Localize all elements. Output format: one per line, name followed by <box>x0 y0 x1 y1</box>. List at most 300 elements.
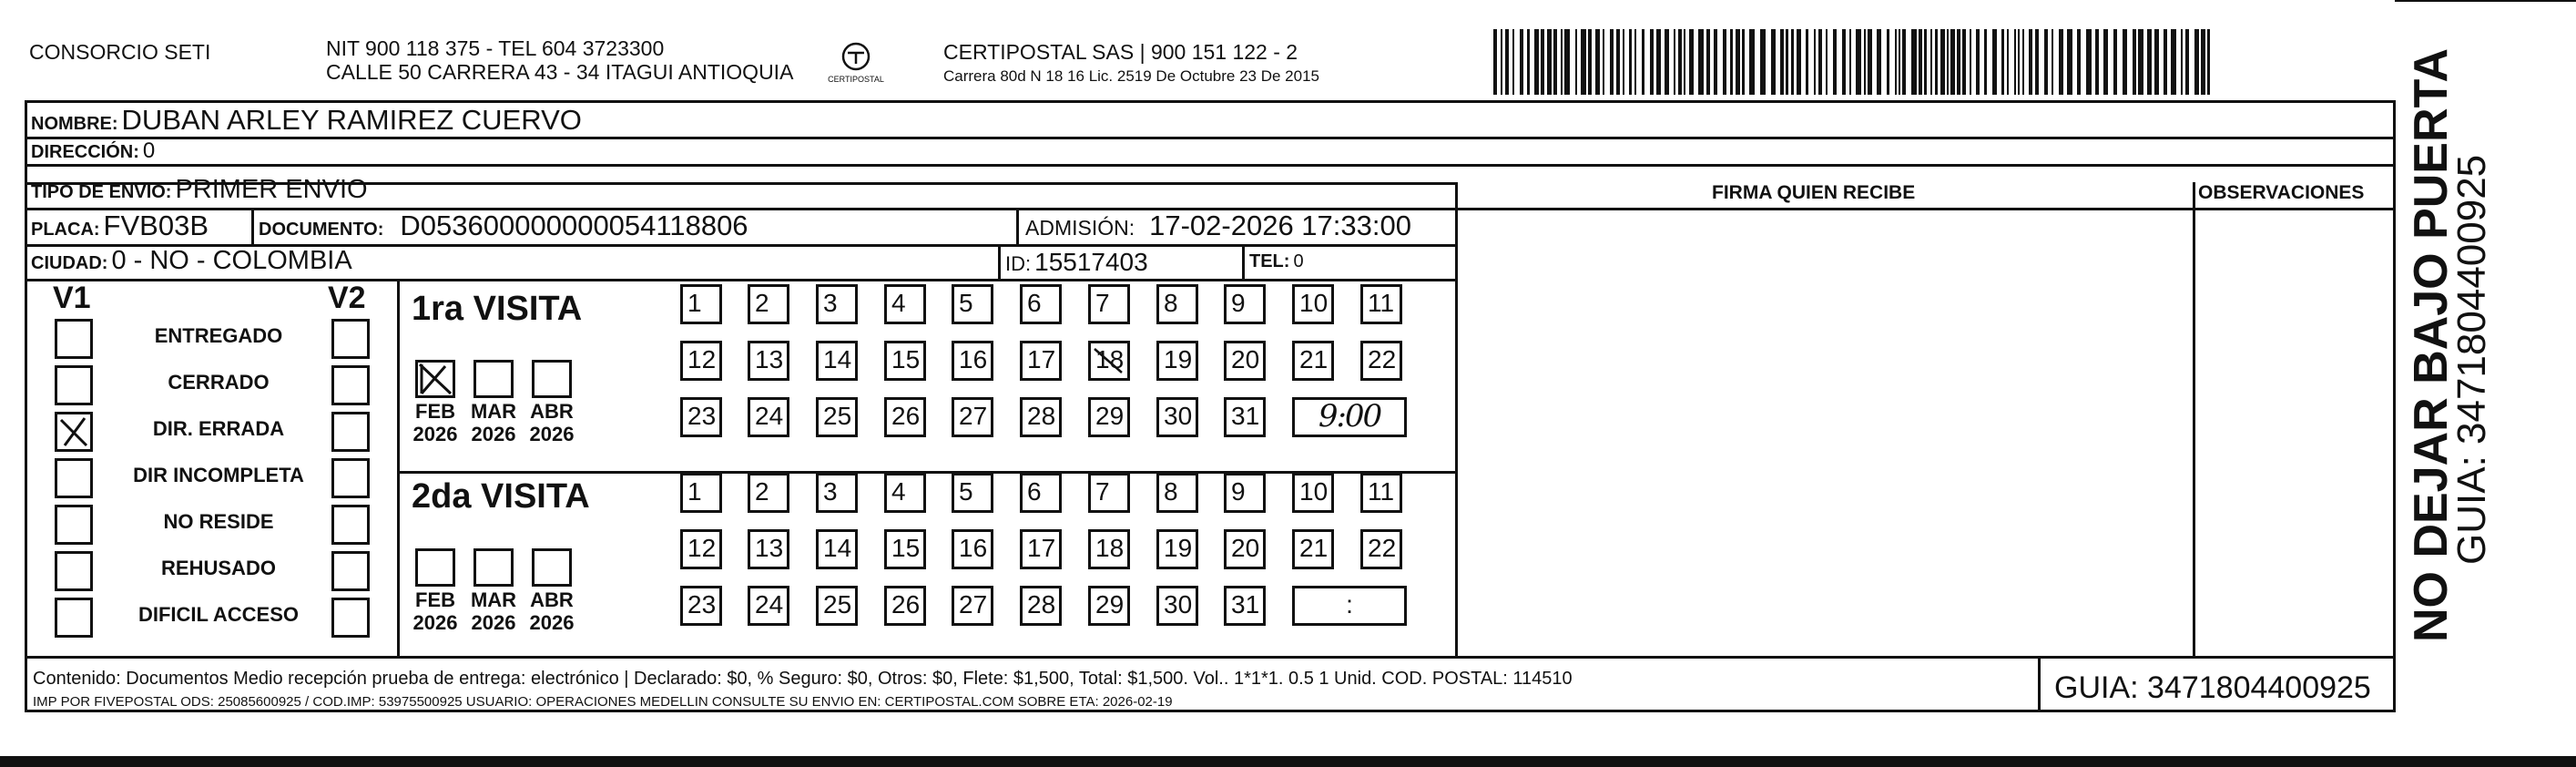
day-box[interactable] <box>816 341 858 381</box>
day-number: 28 <box>1027 590 1056 619</box>
col-line <box>1455 182 1458 656</box>
barcode-bar <box>1665 29 1669 95</box>
barcode-bar <box>2133 29 2136 95</box>
barcode-bar <box>2086 29 2092 95</box>
day-number: 7 <box>1095 477 1110 506</box>
day-box[interactable] <box>1292 473 1334 513</box>
barcode-bar <box>1603 29 1604 95</box>
day-number: 19 <box>1164 534 1193 562</box>
day-number: 5 <box>959 477 973 506</box>
barcode-bar <box>1547 29 1552 95</box>
barcode-bar <box>1616 29 1620 95</box>
barcode-bar <box>1674 29 1675 95</box>
time-value: 9:00 <box>1318 398 1381 435</box>
footer-contenido: Contenido: Documentos Medio recepción prueba de entrega: electrónico | Declarado: $0, % Seguro: $0, Otros: $0, Flete: $1,500, Total: $1,500. Vol.. 1*1*1. 0.5 1 Unid. COD. POSTAL: 114510 <box>33 669 1573 689</box>
option-label: ENTREGADO <box>154 324 283 347</box>
side-warning: NO DEJAR BAJO PUERTA <box>2405 47 2458 642</box>
footer-guia: GUIA: 3471804400925 <box>2054 670 2371 705</box>
day-box[interactable] <box>1020 284 1062 324</box>
barcode-bar <box>2194 29 2199 95</box>
id-value: 15517403 <box>1034 248 1148 276</box>
tipo-label: TIPO DE ENVIO: <box>31 182 172 202</box>
barcode-bar <box>1541 29 1544 95</box>
certipostal-logo <box>824 38 888 93</box>
day-box[interactable] <box>816 284 858 324</box>
v2-checkbox[interactable] <box>331 505 370 545</box>
day-number: 11 <box>1368 477 1395 506</box>
barcode-bar <box>2059 29 2063 95</box>
day-number: 15 <box>891 534 921 562</box>
day-box[interactable] <box>680 284 722 324</box>
day-number: 16 <box>959 534 988 562</box>
footer-imp: IMP POR FIVEPOSTAL ODS: 25085600925 / COD.IMP: 53975500925 USUARIO: OPERACIONES MEDELLIN CONSULTE SU ENVIO EN: CERTIPOSTAL.COM SOBRE ETA: 2026-02-19 <box>33 694 1173 710</box>
barcode-bar <box>1771 29 1776 95</box>
day-number: 6 <box>1027 477 1042 506</box>
barcode-bar <box>1678 29 1682 95</box>
day-box[interactable] <box>1156 284 1198 324</box>
v2-checkbox[interactable] <box>331 365 370 405</box>
barcode-bar <box>1650 29 1654 95</box>
barcode-bar <box>1962 29 1966 95</box>
day-box[interactable] <box>952 341 993 381</box>
day-box[interactable] <box>1224 473 1266 513</box>
day-box[interactable] <box>1360 529 1402 569</box>
day-number: 9 <box>1231 477 1246 506</box>
day-box[interactable] <box>1156 473 1198 513</box>
day-number: 29 <box>1095 402 1125 430</box>
v2-checkbox[interactable] <box>331 551 370 591</box>
month-label: MAR 2026 <box>470 588 517 634</box>
day-number: 23 <box>687 590 717 619</box>
day-number: 1 <box>687 289 702 317</box>
day-box[interactable] <box>1020 473 1062 513</box>
barcode-bar <box>1924 29 1927 95</box>
day-number: 20 <box>1231 345 1260 373</box>
barcode-bar <box>1984 29 1987 95</box>
v2-label: V2 <box>328 281 366 315</box>
barcode-bar <box>1588 29 1592 95</box>
day-box[interactable] <box>952 586 993 626</box>
barcode-bar <box>2164 29 2167 95</box>
v1-checkbox[interactable] <box>55 598 93 638</box>
day-mark-icon <box>1091 343 1127 378</box>
day-number: 30 <box>1164 402 1193 430</box>
day-box[interactable] <box>1224 341 1266 381</box>
barcode-bar <box>1723 29 1726 95</box>
day-number: 30 <box>1164 590 1193 619</box>
barcode-bar <box>1935 29 1938 95</box>
ciudad-row <box>31 246 352 276</box>
day-number: 10 <box>1299 289 1329 317</box>
barcode-bar <box>1842 29 1846 95</box>
top-right-divider <box>2395 0 2576 2</box>
barcode-bar <box>1895 29 1897 95</box>
day-box[interactable] <box>816 397 858 437</box>
day-box[interactable] <box>816 473 858 513</box>
day-number: 9 <box>1231 289 1246 317</box>
barcode-bar <box>1534 29 1539 95</box>
first-visit-time-box[interactable] <box>1292 397 1407 437</box>
day-number: 21 <box>1299 534 1329 562</box>
option-label: REHUSADO <box>161 557 276 579</box>
day-number: 25 <box>823 402 852 430</box>
day-number: 12 <box>687 534 717 562</box>
day-number: 12 <box>687 345 717 373</box>
day-number: 10 <box>1299 477 1329 506</box>
license-line: Carrera 80d N 18 16 Lic. 2519 De Octubre 23 De 2015 <box>943 67 1319 85</box>
barcode-bar <box>1899 29 1900 95</box>
second-visit-title: 2da VISITA <box>412 477 590 516</box>
barcode-bar <box>1656 29 1661 95</box>
barcode-bar <box>1970 29 1971 95</box>
day-number: 21 <box>1299 345 1329 373</box>
day-number: 14 <box>823 534 852 562</box>
barcode-bar <box>1911 29 1917 95</box>
day-number: 8 <box>1164 477 1178 506</box>
barcode-bar <box>1689 29 1694 95</box>
day-number: 24 <box>755 590 784 619</box>
nit-line: NIT 900 118 375 - TEL 604 3723300 <box>326 36 665 60</box>
direccion-value: 0 <box>142 138 156 163</box>
firma-label: FIRMA QUIEN RECIBE <box>1712 182 1916 203</box>
v1-checkbox[interactable] <box>55 505 93 545</box>
row-line <box>25 279 1456 281</box>
day-box[interactable] <box>1360 284 1402 324</box>
barcode-bar <box>1833 29 1837 95</box>
check-mark-icon <box>418 363 453 395</box>
day-number: 2 <box>755 477 769 506</box>
barcode-bar <box>1957 29 1960 95</box>
day-box[interactable] <box>1292 529 1334 569</box>
nombre-row <box>31 104 582 137</box>
documento-value: D053600000000054118806 <box>400 210 748 241</box>
nombre-label: NOMBRE: <box>31 114 118 134</box>
id-row <box>1005 248 1148 277</box>
month-checkbox[interactable] <box>532 360 572 398</box>
col-line <box>1016 208 1019 244</box>
nombre-value: DUBAN ARLEY RAMIREZ CUERVO <box>121 104 582 136</box>
option-label: DIFICIL ACCESO <box>137 603 299 626</box>
day-box[interactable] <box>884 284 926 324</box>
bottom-border <box>0 756 2576 767</box>
barcode-bar <box>1642 29 1644 95</box>
day-box[interactable] <box>884 586 926 626</box>
day-box[interactable] <box>1088 397 1130 437</box>
month-label: FEB 2026 <box>412 400 458 445</box>
day-number: 17 <box>1027 534 1056 562</box>
direccion-label: DIRECCIÓN: <box>31 142 139 162</box>
barcode-bar <box>1868 29 1872 95</box>
day-box[interactable] <box>748 397 789 437</box>
month-label: MAR 2026 <box>470 400 517 445</box>
day-box[interactable] <box>884 341 926 381</box>
barcode-bar <box>2022 29 2024 95</box>
second-visit-time-box[interactable] <box>1292 586 1407 626</box>
day-number: 27 <box>959 402 988 430</box>
day-box[interactable] <box>884 473 926 513</box>
first-visit-title: 1ra VISITA <box>412 290 583 328</box>
barcode-bar <box>2113 29 2117 95</box>
barcode-bar <box>1520 29 1523 95</box>
barcode-bar <box>2185 29 2189 95</box>
day-number: 17 <box>1027 345 1056 373</box>
ciudad-label: CIUDAD: <box>31 253 108 273</box>
month-checkbox[interactable] <box>415 548 455 587</box>
day-box[interactable] <box>816 529 858 569</box>
day-box[interactable] <box>952 284 993 324</box>
col-line <box>998 244 1001 279</box>
barcode-bar <box>1826 29 1828 95</box>
v2-checkbox[interactable] <box>331 598 370 638</box>
barcode-bar <box>1786 29 1788 95</box>
row-line <box>25 137 2396 139</box>
day-number: 2 <box>755 289 769 317</box>
option-label: NO RESIDE <box>163 510 274 533</box>
day-number: 13 <box>755 345 784 373</box>
v2-checkbox[interactable] <box>331 412 370 452</box>
barcode-bar <box>1595 29 1600 95</box>
barcode-bar <box>1919 29 1922 95</box>
placa-label: PLACA: <box>31 220 100 240</box>
barcode-bar <box>1736 29 1740 95</box>
v1-label: V1 <box>53 281 91 315</box>
day-box[interactable] <box>1224 529 1266 569</box>
barcode-bar <box>2171 29 2176 95</box>
day-number: 28 <box>1027 402 1056 430</box>
day-box[interactable] <box>1156 397 1198 437</box>
day-box[interactable] <box>1360 341 1402 381</box>
day-box[interactable] <box>816 586 858 626</box>
barcode-bar <box>1992 29 1997 95</box>
month-checkbox[interactable] <box>473 360 514 398</box>
v1-checkbox[interactable] <box>55 551 93 591</box>
v1-checkbox[interactable] <box>55 365 93 405</box>
tipo-row <box>31 175 368 205</box>
day-number: 7 <box>1095 289 1110 317</box>
documento-label: DOCUMENTO: <box>259 220 384 240</box>
day-box[interactable] <box>1088 586 1130 626</box>
barcode-bar <box>1501 29 1502 95</box>
day-number: 5 <box>959 289 973 317</box>
day-box[interactable] <box>748 473 789 513</box>
day-number: 16 <box>959 345 988 373</box>
month-label: ABR 2026 <box>529 588 575 634</box>
day-box[interactable] <box>952 397 993 437</box>
barcode-bar <box>1791 29 1794 95</box>
day-box[interactable] <box>1088 341 1130 381</box>
barcode-bar <box>1760 29 1766 95</box>
v2-checkbox[interactable] <box>331 319 370 359</box>
month-checkbox[interactable] <box>473 548 514 587</box>
barcode-bar <box>1581 29 1586 95</box>
day-box[interactable] <box>1292 284 1334 324</box>
v1-checkbox[interactable] <box>55 458 93 498</box>
col-line <box>2193 182 2195 656</box>
day-box[interactable] <box>952 473 993 513</box>
barcode-bar <box>2067 29 2072 95</box>
day-box[interactable] <box>680 586 722 626</box>
admision-label: ADMISIÓN: <box>1025 216 1135 240</box>
day-number: 15 <box>891 345 921 373</box>
barcode-bar <box>1849 29 1851 95</box>
barcode-bar <box>1930 29 1932 95</box>
day-box[interactable] <box>1292 341 1334 381</box>
barcode-bar <box>1561 29 1563 95</box>
v1-checkbox[interactable] <box>55 319 93 359</box>
day-box[interactable] <box>884 397 926 437</box>
placa-value: FVB03B <box>103 210 209 241</box>
barcode-bar <box>2044 29 2048 95</box>
barcode-bar <box>2147 29 2152 95</box>
day-box[interactable] <box>1156 586 1198 626</box>
day-box[interactable] <box>1360 473 1402 513</box>
day-number: 20 <box>1231 534 1260 562</box>
col-line <box>2038 656 2041 712</box>
barcode-bar <box>2181 29 2183 95</box>
barcode-bar <box>2103 29 2108 95</box>
day-number: 29 <box>1095 590 1125 619</box>
day-box[interactable] <box>1020 586 1062 626</box>
day-box[interactable] <box>748 586 789 626</box>
col-line <box>1242 244 1245 279</box>
barcode-bar <box>1575 29 1577 95</box>
day-box[interactable] <box>952 529 993 569</box>
day-number: 31 <box>1231 590 1260 619</box>
barcode-bar <box>1564 29 1570 95</box>
day-box[interactable] <box>748 284 789 324</box>
day-number: 13 <box>755 534 784 562</box>
day-box[interactable] <box>680 341 722 381</box>
barcode-bar <box>1877 29 1881 95</box>
day-box[interactable] <box>680 397 722 437</box>
day-box[interactable] <box>1020 397 1062 437</box>
v2-checkbox[interactable] <box>331 458 370 498</box>
month-label: FEB 2026 <box>412 588 458 634</box>
barcode-bar <box>1780 29 1784 95</box>
day-number: 24 <box>755 402 784 430</box>
barcode-bar <box>1629 29 1632 95</box>
day-number: 4 <box>891 289 906 317</box>
day-box[interactable] <box>1088 529 1130 569</box>
barcode-bar <box>1610 29 1614 95</box>
tipo-value: PRIMER ENVIO <box>175 175 368 204</box>
day-number: 8 <box>1164 289 1178 317</box>
barcode-bar <box>1864 29 1866 95</box>
day-number: 23 <box>687 402 717 430</box>
barcode-bar <box>1698 29 1704 95</box>
barcode-bar <box>1742 29 1745 95</box>
barcode-bar <box>2077 29 2081 95</box>
id-label: ID: <box>1005 252 1032 275</box>
admision-value: 17-02-2026 17:33:00 <box>1149 210 1411 241</box>
address-line: CALLE 50 CARRERA 43 - 34 ITAGUI ANTIOQUIA <box>326 60 794 84</box>
option-label: CERRADO <box>168 371 270 394</box>
observaciones-label: OBSERVACIONES <box>2198 182 2365 203</box>
day-box[interactable] <box>1224 586 1266 626</box>
option-label: DIR. ERRADA <box>152 417 285 440</box>
day-box[interactable] <box>1156 529 1198 569</box>
barcode-bar <box>1553 29 1557 95</box>
month-checkbox[interactable] <box>415 360 455 398</box>
day-box[interactable] <box>1224 397 1266 437</box>
day-box[interactable] <box>680 473 722 513</box>
barcode-bar <box>1749 29 1755 95</box>
check-mark-icon <box>57 414 90 449</box>
month-checkbox[interactable] <box>532 548 572 587</box>
day-number: 22 <box>1368 534 1397 562</box>
tel-value: 0 <box>1293 251 1304 271</box>
barcode-bar <box>1527 29 1530 95</box>
barcode-bar <box>1902 29 1906 95</box>
barcode-bar <box>1512 29 1514 95</box>
day-box[interactable] <box>1224 284 1266 324</box>
tel-label: TEL: <box>1249 251 1290 271</box>
day-box[interactable] <box>680 529 722 569</box>
barcode-bar <box>2123 29 2127 95</box>
barcode-bar <box>1493 29 1497 95</box>
barcode-bar <box>1797 29 1801 95</box>
documento-row <box>259 210 748 242</box>
barcode-bar <box>2018 29 2020 95</box>
col-line <box>251 208 254 244</box>
barcode-bar <box>1947 29 1949 95</box>
barcode-bar <box>2095 29 2099 95</box>
option-label: DIR INCOMPLETA <box>133 464 304 486</box>
barcode-bar <box>2138 29 2143 95</box>
barcode-bar <box>1730 29 1733 95</box>
day-number: 25 <box>823 590 852 619</box>
day-box[interactable] <box>1088 284 1130 324</box>
barcode-bar <box>1714 29 1717 95</box>
barcode-bar <box>1940 29 1945 95</box>
barcode-bar <box>1706 29 1710 95</box>
form-frame <box>25 100 2396 712</box>
barcode-bar <box>2014 29 2016 95</box>
day-number: 3 <box>823 477 838 506</box>
side-guia: GUIA: 3471804400925 <box>2449 154 2494 565</box>
admision-row <box>1025 210 1411 242</box>
row-line <box>25 164 2396 167</box>
day-number: 14 <box>823 345 852 373</box>
barcode-bar <box>1634 29 1636 95</box>
day-number: 6 <box>1027 289 1042 317</box>
day-number: 18 <box>1095 534 1125 562</box>
day-box[interactable] <box>1020 341 1062 381</box>
col-line <box>397 279 400 656</box>
barcode-bar <box>2007 29 2009 95</box>
tel-row <box>1249 251 1304 272</box>
day-box[interactable] <box>884 529 926 569</box>
barcode-bar <box>1623 29 1624 95</box>
placa-row <box>31 210 209 242</box>
barcode <box>1493 29 2213 95</box>
barcode-bar <box>1806 29 1808 95</box>
day-number: 22 <box>1368 345 1397 373</box>
day-box[interactable] <box>748 341 789 381</box>
day-box[interactable] <box>748 529 789 569</box>
day-box[interactable] <box>1020 529 1062 569</box>
day-box[interactable] <box>1156 341 1198 381</box>
barcode-bar <box>1505 29 1509 95</box>
barcode-bar <box>1818 29 1822 95</box>
day-number: 19 <box>1164 345 1193 373</box>
barcode-bar <box>2001 29 2004 95</box>
day-box[interactable] <box>1088 473 1130 513</box>
v1-checkbox[interactable] <box>55 412 93 452</box>
barcode-bar <box>1684 29 1685 95</box>
day-number: 27 <box>959 590 988 619</box>
barcode-bar <box>1976 29 1980 95</box>
